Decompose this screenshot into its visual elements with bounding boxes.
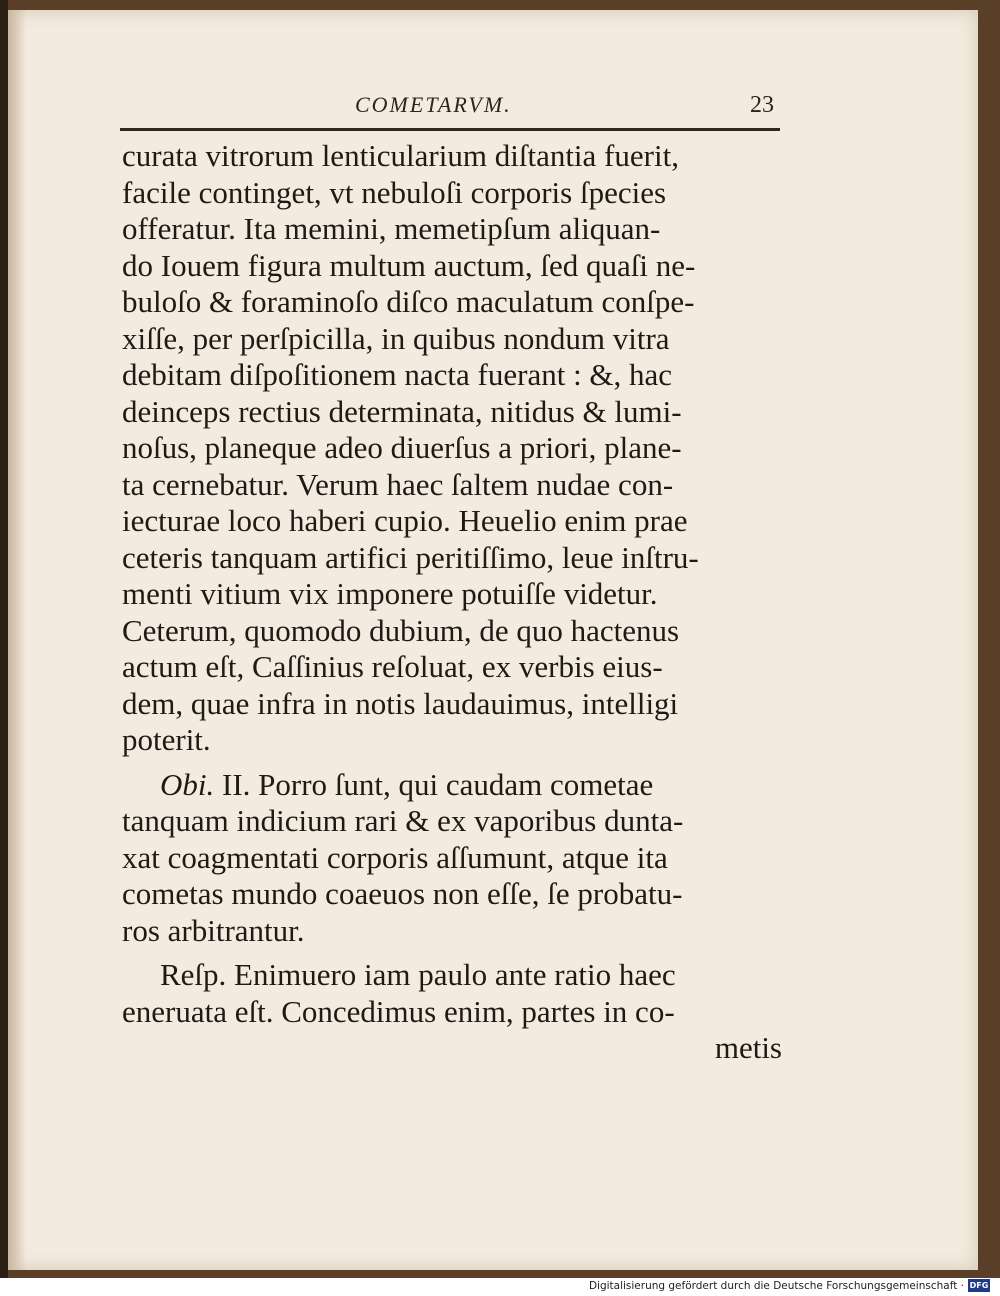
paragraph-gap <box>122 759 782 767</box>
catchword: metis <box>714 1030 782 1065</box>
page-number: 23 <box>750 92 774 118</box>
body-text <box>122 138 782 1067</box>
header-rule <box>120 128 780 131</box>
text-line: facile continget, vt nebuloſi corporis ſpecies <box>122 174 667 210</box>
text-line: menti vitium vix imponere potuiſſe videtur. <box>122 576 658 611</box>
text-line: ta cernebatur. Verum haec ſaltem nudae con- <box>122 466 674 502</box>
text-line: debitam diſpoſitionem nacta fuerant : &, hac <box>122 357 673 392</box>
running-head: COMETARVM. <box>355 92 512 117</box>
book-binding-edge <box>0 0 8 1278</box>
text-line: offeratur. Ita memini, memetipſum aliquan- <box>122 211 661 246</box>
text-line: actum eſt, Caſſinius reſoluat, ex verbis eius- <box>122 649 663 684</box>
text-line: deinceps rectius determinata, nitidus & lumi- <box>122 393 682 429</box>
text-line: dem, quae infra in notis laudauimus, intelligi <box>122 685 679 721</box>
text-line: Ceterum, quomodo dubium, de quo hactenus <box>122 612 680 648</box>
text-line: noſus, planeque adeo diuerſus a priori, plane- <box>122 430 682 465</box>
text-line: ros arbitrantur. <box>122 912 305 948</box>
text-line: buloſo & foraminoſo diſco maculatum conſpe- <box>122 284 695 319</box>
text-line: xat coagmentati corporis aſſumunt, atque ita <box>122 839 668 875</box>
text-line: xiſſe, per perſpicilla, in quibus nondum vitra <box>122 320 670 356</box>
text-line: do Iouem figura multum auctum, ſed quaſi ne- <box>122 247 696 283</box>
text-line: ceteris tanquam artifici peritiſſimo, leue inſtru- <box>122 539 699 575</box>
response-line: Reſp. Enimuero iam paulo ante ratio haec <box>160 957 676 992</box>
objection-text: II. Porro ſunt, qui caudam cometae <box>222 766 654 802</box>
objection-line <box>122 767 782 804</box>
digitization-credit: Digitalisierung gefördert durch die Deutsche Forschungsgemeinschaft · <box>588 1280 964 1292</box>
paragraph-gap <box>122 949 782 957</box>
page-fold-shadow <box>8 10 26 1270</box>
text-line: iecturae loco haberi cupio. Heuelio enim prae <box>122 503 688 538</box>
text-line: poterit. <box>122 722 211 757</box>
text-line: eneruata eſt. Concedimus enim, partes in co- <box>122 993 675 1029</box>
dfg-logo: DFG <box>969 1281 989 1290</box>
text-line: tanquam indicium rari & ex vaporibus dunta- <box>122 803 684 838</box>
objection-label: Obi. <box>160 766 215 802</box>
text-line: curata vitrorum lenticularium diſtantia fuerit, <box>122 138 679 173</box>
text-line: cometas mundo coaeuos non eſſe, ſe probatu- <box>122 876 683 911</box>
